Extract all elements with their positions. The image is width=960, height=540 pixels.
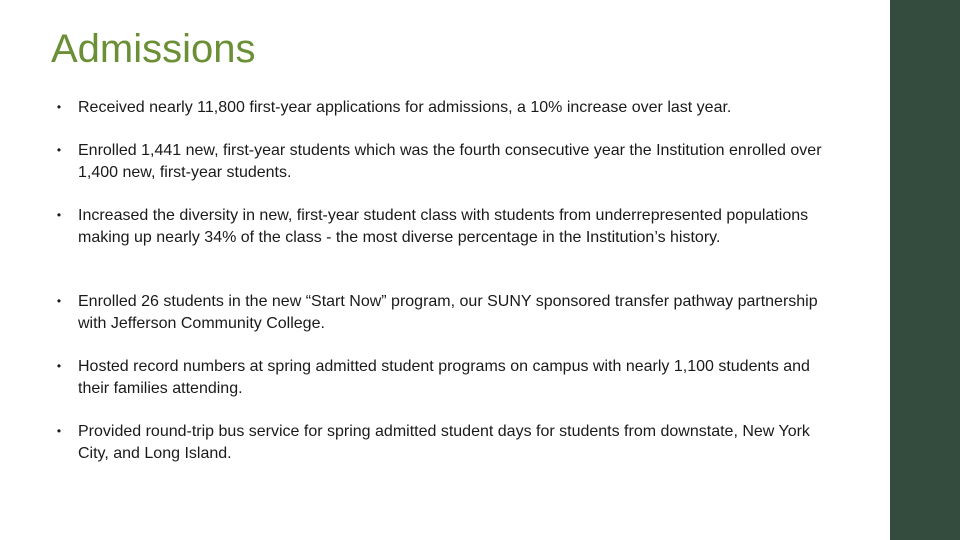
- bullet-text: Received nearly 11,800 first-year applications for admissions, a 10% increase over last year.: [78, 99, 732, 116]
- bullet-text: Hosted record numbers at spring admitted student programs on campus with nearly 1,100 students and their families attending.: [78, 358, 810, 397]
- bullet-item: [52, 97, 832, 119]
- bullet-dot-icon: •: [56, 424, 62, 438]
- bullet-text: Increased the diversity in new, first-year student class with students from underrepresented populations making up nearly 34% of the class - the most diverse percentage in the Institution’s history.: [78, 207, 809, 246]
- bullet-item: [52, 205, 832, 248]
- bullet-item: [52, 291, 832, 334]
- bullet-item: [52, 140, 832, 183]
- bullet-text: Enrolled 1,441 new, first-year students which was the fourth consecutive year the Institution enrolled over 1,400 new, first-year students.: [78, 142, 822, 181]
- bullet-item: [52, 356, 832, 399]
- bullet-item: [52, 421, 832, 464]
- bullet-dot-icon: •: [56, 100, 62, 114]
- bullet-dot-icon: •: [56, 294, 62, 308]
- bullet-text: Provided round-trip bus service for spring admitted student days for students from downstate, New York City, and Long Island.: [78, 423, 810, 462]
- side-accent-band: [890, 0, 960, 540]
- bullet-dot-icon: •: [56, 359, 62, 373]
- bullet-text: Enrolled 26 students in the new “Start Now” program, our SUNY sponsored transfer pathway partnership with Jefferson Community College.: [78, 293, 818, 332]
- bullet-dot-icon: •: [56, 208, 62, 222]
- bullet-dot-icon: •: [56, 143, 62, 157]
- slide-title: Admissions: [51, 27, 256, 71]
